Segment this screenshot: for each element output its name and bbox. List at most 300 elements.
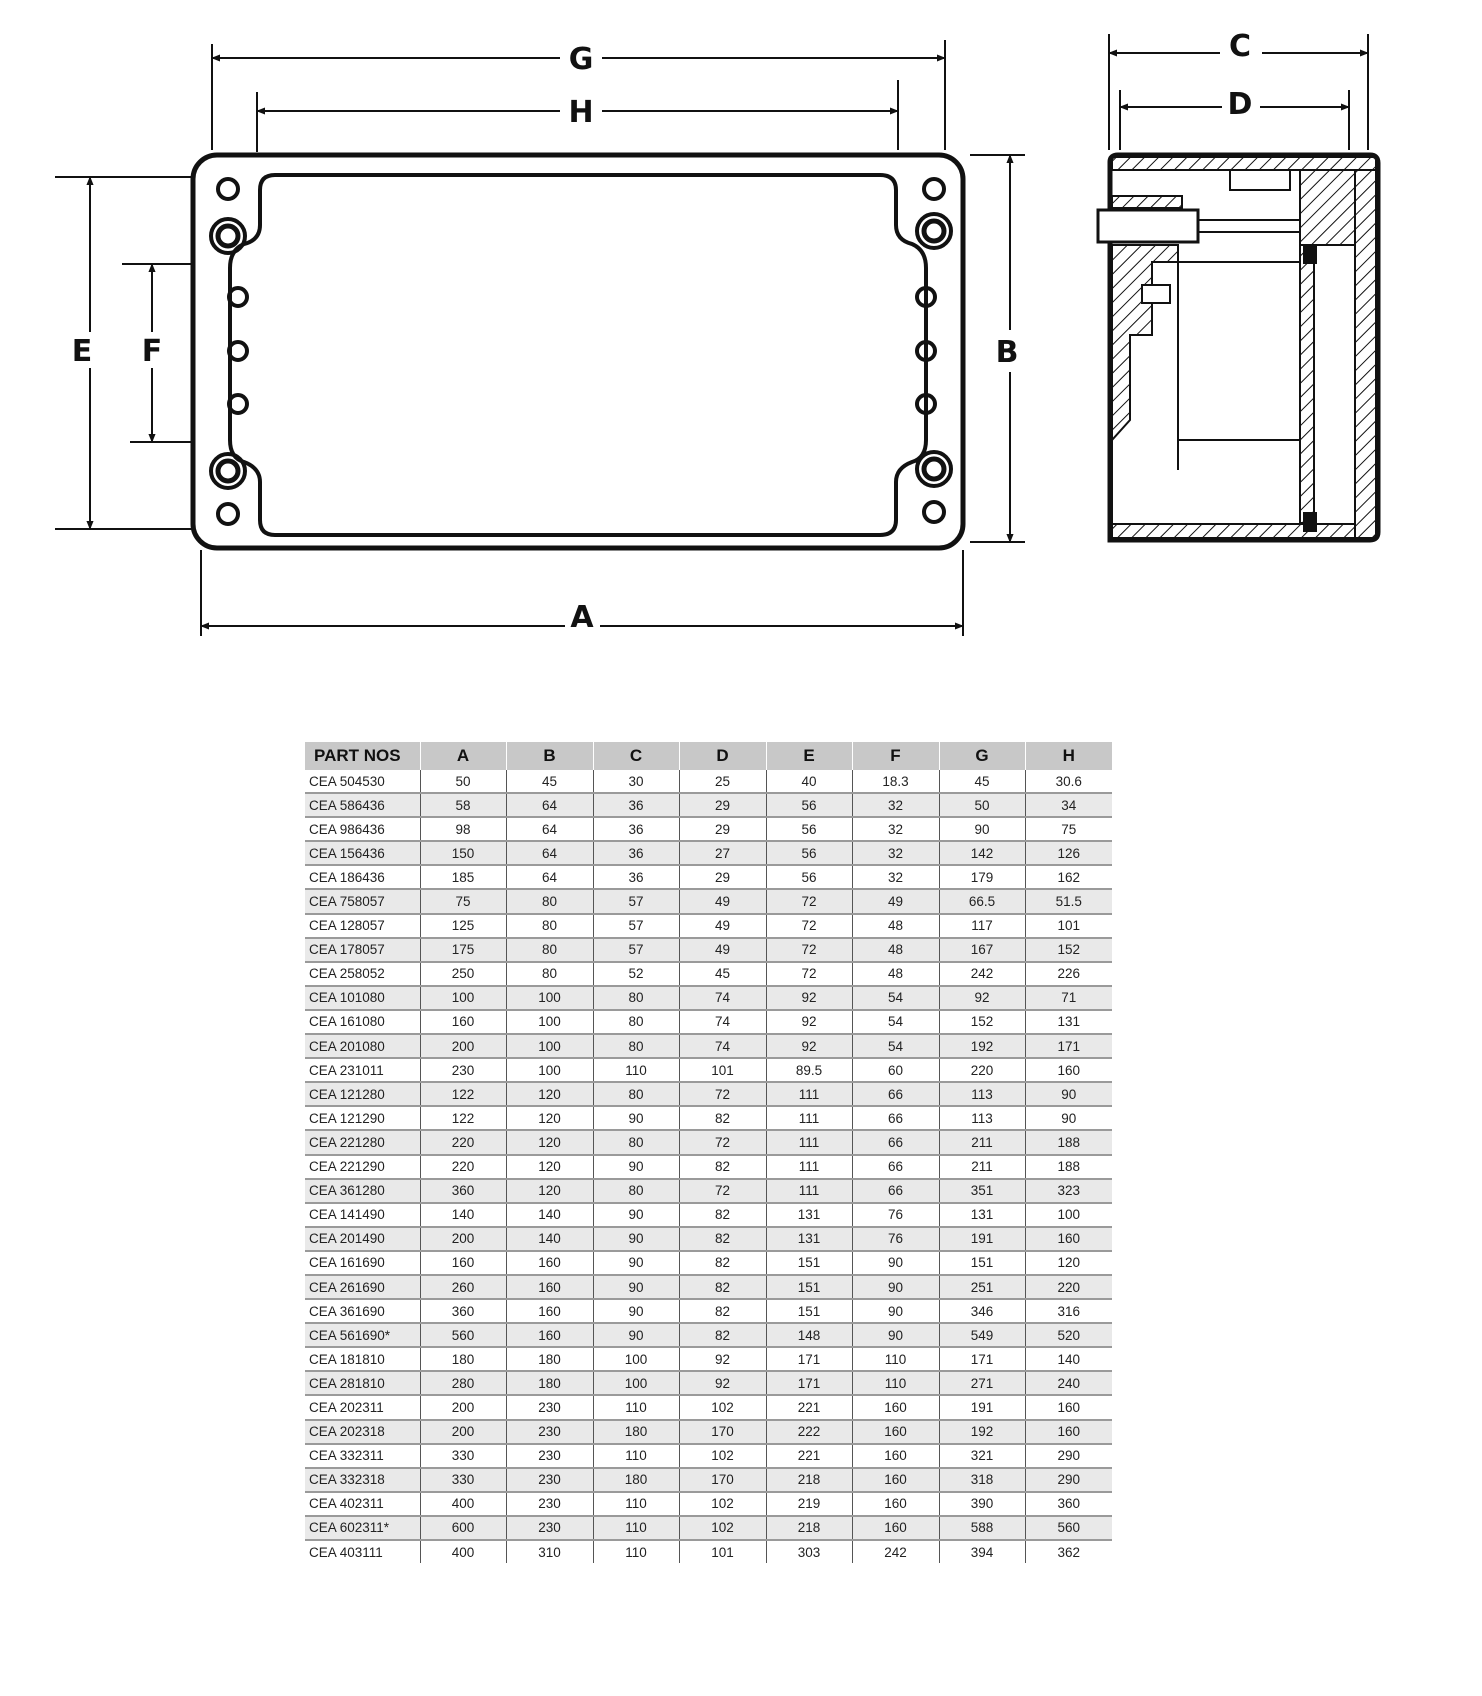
- dimension-cell: 100: [1025, 1203, 1112, 1227]
- part-number-cell: CEA 202311: [305, 1395, 420, 1419]
- enclosure-inner-opening: [230, 175, 926, 535]
- column-header-b: B: [506, 742, 593, 770]
- dimension-cell: 160: [1025, 1058, 1112, 1082]
- dimension-cell: 90: [939, 817, 1025, 841]
- dimension-cell: 80: [506, 962, 593, 986]
- dimension-cell: 90: [593, 1275, 679, 1299]
- column-header-d: D: [679, 742, 766, 770]
- dimension-cell: 100: [506, 1010, 593, 1034]
- dimension-cell: 110: [852, 1371, 939, 1395]
- dimension-cell: 92: [679, 1347, 766, 1371]
- dimension-cell: 50: [420, 770, 506, 793]
- dimension-cell: 36: [593, 817, 679, 841]
- dimension-cell: 160: [1025, 1395, 1112, 1419]
- dimension-cell: 49: [852, 889, 939, 913]
- dimension-cell: 48: [852, 962, 939, 986]
- table-row: [305, 1347, 1112, 1371]
- dimension-cell: 32: [852, 793, 939, 817]
- dimension-cell: 82: [679, 1227, 766, 1251]
- dimension-cell: 362: [1025, 1540, 1112, 1563]
- dimension-cell: 310: [506, 1540, 593, 1563]
- table-row: [305, 1203, 1112, 1227]
- screw-hole: [924, 502, 944, 522]
- dimension-cell: 56: [766, 841, 852, 865]
- dimension-cell: 64: [506, 865, 593, 889]
- table-row: [305, 914, 1112, 938]
- column-header-g: G: [939, 742, 1025, 770]
- table-row: [305, 1275, 1112, 1299]
- dimension-cell: 110: [593, 1540, 679, 1563]
- dimension-cell: 64: [506, 841, 593, 865]
- dimension-cell: 160: [852, 1420, 939, 1444]
- table-row: [305, 1179, 1112, 1203]
- dimension-cell: 113: [939, 1082, 1025, 1106]
- dimension-cell: 219: [766, 1492, 852, 1516]
- dimension-cell: 218: [766, 1468, 852, 1492]
- dimension-cell: 218: [766, 1516, 852, 1540]
- part-number-cell: CEA 258052: [305, 962, 420, 986]
- dimension-cell: 57: [593, 889, 679, 913]
- dimension-cell: 29: [679, 865, 766, 889]
- dimension-cell: 102: [679, 1516, 766, 1540]
- dimension-cell: 131: [1025, 1010, 1112, 1034]
- dimension-cell: 122: [420, 1106, 506, 1130]
- dimension-cell: 600: [420, 1516, 506, 1540]
- label-e: E: [71, 334, 93, 369]
- dimension-cell: 90: [593, 1323, 679, 1347]
- column-header-h: H: [1025, 742, 1112, 770]
- dimension-cell: 92: [766, 986, 852, 1010]
- dimension-cell: 188: [1025, 1155, 1112, 1179]
- table-row: [305, 962, 1112, 986]
- dimension-cell: 220: [420, 1130, 506, 1154]
- dimension-cell: 390: [939, 1492, 1025, 1516]
- dimension-cell: 89.5: [766, 1058, 852, 1082]
- dimension-cell: 220: [1025, 1275, 1112, 1299]
- dimension-cell: 110: [852, 1347, 939, 1371]
- part-number-cell: CEA 403111: [309, 1544, 383, 1560]
- dimension-cell: 171: [1025, 1034, 1112, 1058]
- dimension-cell: 82: [679, 1251, 766, 1275]
- dimension-cell: 160: [852, 1492, 939, 1516]
- dimension-cell: 80: [593, 1010, 679, 1034]
- dimension-cell: 56: [766, 817, 852, 841]
- dimension-cell: 80: [506, 938, 593, 962]
- dimension-cell: 230: [506, 1420, 593, 1444]
- dimension-cell: 56: [766, 793, 852, 817]
- dimension-cell: 76: [852, 1203, 939, 1227]
- column-header-e: E: [766, 742, 852, 770]
- dimension-cell: 360: [420, 1179, 506, 1203]
- dimension-cell: 142: [939, 841, 1025, 865]
- dimension-cell: 560: [1025, 1516, 1112, 1540]
- dimension-table-container: [305, 742, 1112, 1563]
- dimension-cell: 160: [1025, 1227, 1112, 1251]
- table-row: [305, 1444, 1112, 1468]
- dimension-cell: 160: [852, 1516, 939, 1540]
- dimension-cell: 54: [852, 1010, 939, 1034]
- dimension-cell: 111: [766, 1082, 852, 1106]
- table-row: [305, 793, 1112, 817]
- front-view: [193, 155, 963, 548]
- part-number-cell: CEA 332311: [305, 1444, 420, 1468]
- dimension-cell: 211: [939, 1130, 1025, 1154]
- dimension-cell: 90: [593, 1299, 679, 1323]
- dimension-cell: 50: [939, 793, 1025, 817]
- dimension-cell: 113: [939, 1106, 1025, 1130]
- dimension-cell: 122: [420, 1082, 506, 1106]
- dimension-cell: 80: [593, 1034, 679, 1058]
- dimension-cell: 18.3: [852, 770, 939, 793]
- dimension-cell: 221: [766, 1395, 852, 1419]
- dimension-cell: 148: [766, 1323, 852, 1347]
- part-number-cell: CEA 361690: [305, 1299, 420, 1323]
- dimension-cell: 64: [506, 793, 593, 817]
- dimension-cell: 82: [679, 1299, 766, 1323]
- dimension-cell: 321: [939, 1444, 1025, 1468]
- dimension-cell: 102: [679, 1492, 766, 1516]
- dimension-cell: 75: [1025, 817, 1112, 841]
- dimension-cell: 180: [593, 1420, 679, 1444]
- screw-hole: [218, 504, 238, 524]
- table-row: [305, 1420, 1112, 1444]
- dimension-cell: 100: [506, 1034, 593, 1058]
- dimension-cell: 152: [939, 1010, 1025, 1034]
- dimension-cell: 29: [679, 817, 766, 841]
- part-number-cell: CEA 986436: [305, 817, 420, 841]
- dimension-cell: 40: [766, 770, 852, 793]
- dimension-cell: 250: [420, 962, 506, 986]
- dimension-cell: 92: [766, 1034, 852, 1058]
- mounting-hole-inner: [218, 461, 238, 481]
- dimension-cell: 56: [766, 865, 852, 889]
- dimension-cell: 400: [420, 1540, 506, 1563]
- enclosure-dimension-drawing: [0, 0, 1482, 680]
- dimension-cell: 52: [593, 962, 679, 986]
- part-number-cell: CEA 758057: [305, 889, 420, 913]
- dimension-cell: 71: [1025, 986, 1112, 1010]
- label-b: B: [995, 335, 1019, 370]
- dimension-cell: 131: [766, 1227, 852, 1251]
- mounting-hole-inner: [924, 459, 944, 479]
- mounting-hole-inner: [924, 221, 944, 241]
- dimension-cell: 230: [506, 1468, 593, 1492]
- dimension-cell: 111: [766, 1130, 852, 1154]
- part-number-cell: CEA 128057: [305, 914, 420, 938]
- dimension-cell: 220: [939, 1058, 1025, 1082]
- dimension-cell: 102: [679, 1444, 766, 1468]
- dimension-cell: 120: [506, 1130, 593, 1154]
- table-row: [305, 1371, 1112, 1395]
- dimension-cell: 171: [939, 1347, 1025, 1371]
- part-number-cell: CEA 361280: [305, 1179, 420, 1203]
- dimension-cell: 66: [852, 1082, 939, 1106]
- dimension-cell: 200: [420, 1420, 506, 1444]
- dimension-cell: 74: [679, 1034, 766, 1058]
- part-number-cell: CEA 561690*: [305, 1323, 420, 1347]
- dimension-cell: 221: [766, 1444, 852, 1468]
- dimension-cell: 188: [1025, 1130, 1112, 1154]
- dimension-cell: 80: [506, 914, 593, 938]
- dimension-cell: 90: [852, 1275, 939, 1299]
- dimension-cell: 192: [939, 1420, 1025, 1444]
- dimension-cell: 171: [766, 1371, 852, 1395]
- dimension-cell: 151: [766, 1251, 852, 1275]
- table-row: [305, 817, 1112, 841]
- dimension-cell: 74: [679, 1010, 766, 1034]
- dimension-cell: 160: [506, 1251, 593, 1275]
- dimension-cell: 80: [506, 889, 593, 913]
- dimension-cell: 27: [679, 841, 766, 865]
- dimension-cell: 271: [939, 1371, 1025, 1395]
- dimension-cell: 64: [506, 817, 593, 841]
- dimension-cell: 323: [1025, 1179, 1112, 1203]
- part-number-cell: CEA 221290: [305, 1155, 420, 1179]
- table-row: [305, 1492, 1112, 1516]
- dimension-cell: 66: [852, 1130, 939, 1154]
- dimension-cell: 100: [506, 1058, 593, 1082]
- column-header-part-nos: PART NOS: [305, 742, 420, 770]
- dimension-cell: 51.5: [1025, 889, 1112, 913]
- dimension-cell: 200: [420, 1227, 506, 1251]
- dimension-cell: 36: [593, 841, 679, 865]
- dimension-cell: 48: [852, 938, 939, 962]
- dimension-cell: 30: [593, 770, 679, 793]
- part-number-cell: CEA 202318: [305, 1420, 420, 1444]
- dimension-cell: 90: [852, 1299, 939, 1323]
- dimension-cell: 160: [852, 1395, 939, 1419]
- table-row: [305, 770, 1112, 793]
- table-row: [305, 1034, 1112, 1058]
- dimension-cell: 57: [593, 938, 679, 962]
- label-c: C: [1228, 29, 1252, 64]
- dimension-cell: 394: [939, 1540, 1025, 1563]
- dimension-table: [305, 742, 1112, 1563]
- dimension-cell: 179: [939, 865, 1025, 889]
- dimension-cell: 34: [1025, 793, 1112, 817]
- dimension-cell: 72: [766, 938, 852, 962]
- dimension-cell: 90: [593, 1203, 679, 1227]
- dimension-cell: 120: [506, 1155, 593, 1179]
- dimension-cell: 80: [593, 1082, 679, 1106]
- dimension-cell: 92: [766, 1010, 852, 1034]
- dimension-cell: 185: [420, 865, 506, 889]
- dimension-cell: 45: [506, 770, 593, 793]
- dimension-cell: 152: [1025, 938, 1112, 962]
- dimension-cell: 251: [939, 1275, 1025, 1299]
- label-f: F: [141, 334, 163, 369]
- dimension-cell: 192: [939, 1034, 1025, 1058]
- part-number-cell: CEA 121280: [305, 1082, 420, 1106]
- dimension-cell: 211: [939, 1155, 1025, 1179]
- screw-hole: [924, 179, 944, 199]
- table-header-row: [305, 742, 1112, 770]
- dimension-cell: 101: [679, 1540, 766, 1563]
- part-number-cell: CEA 261690: [305, 1275, 420, 1299]
- dimension-cell: 160: [420, 1251, 506, 1275]
- dimension-cell: 45: [939, 770, 1025, 793]
- dimension-cell: 76: [852, 1227, 939, 1251]
- dimension-cell: 151: [766, 1299, 852, 1323]
- dimension-cell: 160: [852, 1468, 939, 1492]
- dimension-cell: 82: [679, 1323, 766, 1347]
- part-number-cell: CEA 141490: [305, 1203, 420, 1227]
- dimension-cell: 160: [506, 1275, 593, 1299]
- part-number-cell: CEA 281810: [305, 1371, 420, 1395]
- dimension-cell: 72: [766, 914, 852, 938]
- dimension-cell: 175: [420, 938, 506, 962]
- dimension-cell: 90: [593, 1106, 679, 1130]
- dimension-cell: 330: [420, 1444, 506, 1468]
- dimension-cell: 111: [766, 1179, 852, 1203]
- table-row: [305, 1082, 1112, 1106]
- dimension-cell: 32: [852, 841, 939, 865]
- dimension-cell: 191: [939, 1227, 1025, 1251]
- dimension-cell: 360: [420, 1299, 506, 1323]
- dimension-cell: 160: [506, 1299, 593, 1323]
- dimension-cell: 110: [593, 1516, 679, 1540]
- dimension-cell: 25: [679, 770, 766, 793]
- dimension-cell: 98: [420, 817, 506, 841]
- dimension-cell: 101: [679, 1058, 766, 1082]
- dimension-cell: 74: [679, 986, 766, 1010]
- dimension-cell: 82: [679, 1275, 766, 1299]
- part-number-cell: CEA 181810: [305, 1347, 420, 1371]
- dimension-cell: 131: [766, 1203, 852, 1227]
- dimension-cell: 316: [1025, 1299, 1112, 1323]
- dimension-cell: 32: [852, 865, 939, 889]
- table-row: [305, 1251, 1112, 1275]
- dimension-cell: 90: [1025, 1106, 1112, 1130]
- dimension-cell: 90: [852, 1323, 939, 1347]
- label-h: H: [568, 95, 594, 130]
- part-number-cell: CEA 201490: [305, 1227, 420, 1251]
- dimension-cell: 72: [679, 1130, 766, 1154]
- dimension-cell: 151: [939, 1251, 1025, 1275]
- dimension-cell: 200: [420, 1034, 506, 1058]
- dimension-cell: 280: [420, 1371, 506, 1395]
- dimension-cell: 92: [939, 986, 1025, 1010]
- part-number-cell: CEA 186436: [305, 865, 420, 889]
- dimension-cell: 80: [593, 986, 679, 1010]
- dimension-cell: 82: [679, 1106, 766, 1130]
- dimension-cell: 126: [1025, 841, 1112, 865]
- dimension-cell: 45: [679, 962, 766, 986]
- table-row: [305, 938, 1112, 962]
- table-row: [305, 1106, 1112, 1130]
- table-row: [305, 1468, 1112, 1492]
- dimension-cell: 222: [766, 1420, 852, 1444]
- dimension-cell: 120: [1025, 1251, 1112, 1275]
- dimension-cell: 66.5: [939, 889, 1025, 913]
- table-row: [305, 1130, 1112, 1154]
- dimension-cell: 75: [420, 889, 506, 913]
- table-row: [305, 1540, 1112, 1563]
- column-header-c: C: [593, 742, 679, 770]
- dimension-cell: 549: [939, 1323, 1025, 1347]
- dimension-cell: 100: [593, 1371, 679, 1395]
- dimension-cell: 191: [939, 1395, 1025, 1419]
- dimension-cell: 49: [679, 914, 766, 938]
- dimension-cell: 230: [506, 1395, 593, 1419]
- dimension-cell: 230: [506, 1444, 593, 1468]
- dimension-cell: 90: [1025, 1082, 1112, 1106]
- label-a: A: [570, 600, 594, 635]
- dimension-cell: 66: [852, 1106, 939, 1130]
- dimension-cell: 54: [852, 1034, 939, 1058]
- dimension-cell: 90: [593, 1227, 679, 1251]
- dimension-cell: 66: [852, 1155, 939, 1179]
- dimension-cell: 150: [420, 841, 506, 865]
- dimension-cell: 90: [593, 1155, 679, 1179]
- dimension-cell: 160: [420, 1010, 506, 1034]
- dimension-cell: 303: [766, 1540, 852, 1563]
- dimension-cell: 60: [852, 1058, 939, 1082]
- label-d: D: [1227, 87, 1253, 122]
- dimension-cell: 140: [506, 1227, 593, 1251]
- part-number-cell: CEA 161690: [305, 1251, 420, 1275]
- table-row: [305, 889, 1112, 913]
- dimension-cell: 242: [939, 962, 1025, 986]
- part-number-cell: CEA 156436: [305, 841, 420, 865]
- dimension-cell: 54: [852, 986, 939, 1010]
- table-row: [305, 1516, 1112, 1540]
- table-row: [305, 1395, 1112, 1419]
- dimension-cell: 360: [1025, 1492, 1112, 1516]
- dimension-cell: 180: [420, 1347, 506, 1371]
- dimension-cell: 66: [852, 1179, 939, 1203]
- table-row: [305, 1058, 1112, 1082]
- dimension-cell: 346: [939, 1299, 1025, 1323]
- dimension-cell: 30.6: [1025, 770, 1112, 793]
- dimension-cell: 151: [766, 1275, 852, 1299]
- dimension-cell: 58: [420, 793, 506, 817]
- dimension-cell: 110: [593, 1444, 679, 1468]
- part-number-cell: CEA 178057: [305, 938, 420, 962]
- dimension-cell: 351: [939, 1179, 1025, 1203]
- dimension-cell: 200: [420, 1395, 506, 1419]
- dimension-cell: 110: [593, 1395, 679, 1419]
- dimension-cell: 111: [766, 1155, 852, 1179]
- dimension-cell: 180: [506, 1371, 593, 1395]
- table-row: [305, 1299, 1112, 1323]
- dimension-cell: 72: [679, 1179, 766, 1203]
- table-row: [305, 1010, 1112, 1034]
- part-number-cell: CEA 221280: [305, 1130, 420, 1154]
- dimension-cell: 111: [766, 1106, 852, 1130]
- dimension-cell: 32: [852, 817, 939, 841]
- dimension-cell: 140: [1025, 1347, 1112, 1371]
- part-number-cell: CEA 121290: [305, 1106, 420, 1130]
- column-header-a: A: [420, 742, 506, 770]
- dimension-cell: 160: [1025, 1420, 1112, 1444]
- dimension-cell: 82: [679, 1203, 766, 1227]
- part-number-cell: CEA 332318: [305, 1468, 420, 1492]
- dimension-cell: 90: [593, 1251, 679, 1275]
- dimension-cell: 330: [420, 1468, 506, 1492]
- dimension-cell: 180: [506, 1347, 593, 1371]
- dimension-cell: 230: [420, 1058, 506, 1082]
- dimension-cell: 80: [593, 1130, 679, 1154]
- dimension-cell: 140: [420, 1203, 506, 1227]
- dimension-cell: 171: [766, 1347, 852, 1371]
- dimension-cell: 180: [593, 1468, 679, 1492]
- dimension-cell: 49: [679, 938, 766, 962]
- dimension-cell: 230: [506, 1516, 593, 1540]
- dimension-cell: 242: [852, 1540, 939, 1563]
- column-header-f: F: [852, 742, 939, 770]
- screw-hole: [218, 179, 238, 199]
